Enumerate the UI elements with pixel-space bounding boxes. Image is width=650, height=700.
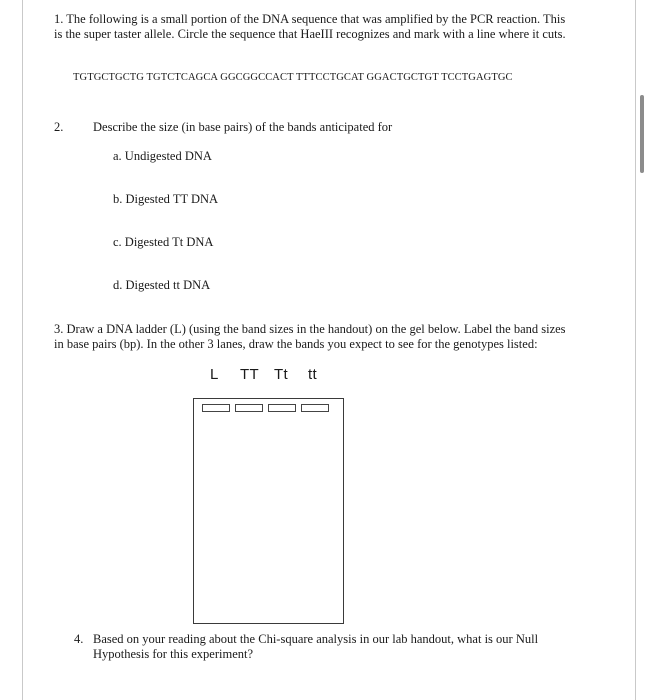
dna-sequence: TGTGCTGCTG TGTCTCAGCA GGCGGCCACT TTTCCTGCAT GGACTGCTGT TCCTGAGTGC (73, 72, 513, 83)
question-2a: a. Undigested DNA (113, 149, 212, 163)
lane-label-ladder: L (210, 366, 219, 383)
question-3-text: 3. Draw a DNA ladder (L) (using the band sizes in the handout) on the gel below. Label the band sizes in base pairs (bp). In the other 3 lanes, draw the bands you expect to see for the genotypes listed: (54, 322, 566, 351)
gel-well-Tt (268, 404, 296, 412)
gel-well-TT (235, 404, 263, 412)
scrollbar[interactable] (640, 95, 644, 173)
question-2c: c. Digested Tt DNA (113, 235, 214, 249)
lane-label-TT: TT (240, 366, 259, 383)
question-4-text: Based on your reading about the Chi-square analysis in our lab handout, what is our Null Hypothesis for this experiment? (93, 632, 539, 661)
lane-label-tt: tt (308, 366, 317, 383)
question-4-number: 4. (74, 632, 84, 646)
lane-label-Tt: Tt (274, 366, 288, 383)
question-2b: b. Digested TT DNA (113, 192, 219, 206)
question-1-text: 1. The following is a small portion of the DNA sequence that was amplified by the PCR reaction. This is the super taster allele. Circle the sequence that HaeIII recognizes and mark with a line where it cuts. (54, 12, 566, 41)
gel-diagram (193, 398, 344, 624)
gel-lane-labels (210, 366, 317, 383)
question-2d: d. Digested tt DNA (113, 278, 211, 292)
gel-well-tt (301, 404, 329, 412)
question-2-number: 2. (54, 120, 64, 134)
question-2-text: Describe the size (in base pairs) of the bands anticipated for (93, 120, 393, 134)
gel-well-ladder (202, 404, 230, 412)
